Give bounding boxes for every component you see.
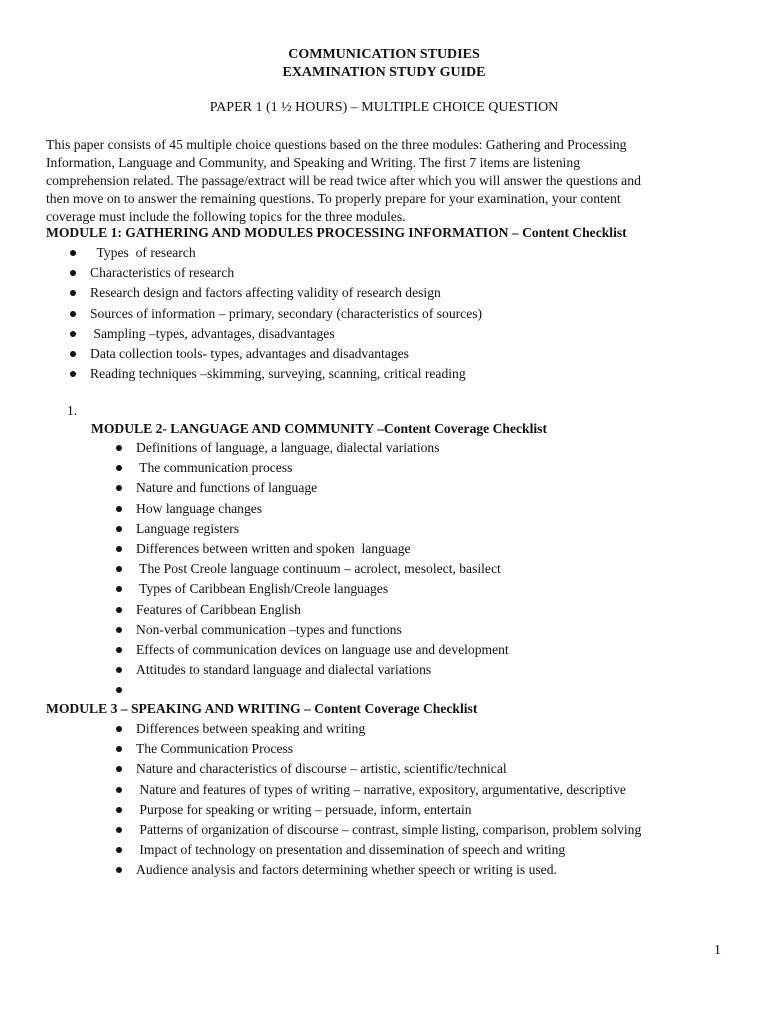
bullet-icon (116, 607, 122, 613)
bullet-icon (116, 445, 122, 451)
bullet-icon (116, 667, 122, 673)
page-number: 1 (714, 943, 721, 958)
intro-paragraph (46, 136, 726, 226)
numbered-item-marker: 1. (67, 403, 78, 418)
bullet-icon (116, 647, 122, 653)
bullet-icon (116, 506, 122, 512)
module2-heading: MODULE 2- LANGUAGE AND COMMUNITY –Content Coverage Checklist (91, 421, 547, 436)
bullet-icon (116, 586, 122, 592)
bullet-icon (116, 526, 122, 532)
bullet-icon (116, 807, 122, 813)
bullet-icon (116, 546, 122, 552)
bullet-icon (116, 867, 122, 873)
bullet-icon (70, 270, 76, 276)
intro-line: Information, Language and Community, and Speaking and Writing. The first 7 items are listening (46, 155, 581, 170)
bullet-icon (116, 847, 122, 853)
bullet-icon (116, 827, 122, 833)
module1-heading: MODULE 1: GATHERING AND MODULES PROCESSING INFORMATION – Content Checklist (46, 225, 627, 240)
bullet-icon (70, 290, 76, 296)
intro-line: comprehension related. The passage/extract will be read twice after which you will answer the questions and (46, 173, 641, 188)
bullet-icon (116, 766, 122, 772)
intro-line: then move on to answer the remaining questions. To properly prepare for your examination, your content (46, 191, 621, 206)
bullet-icon (70, 351, 76, 357)
document-page: COMMUNICATION STUDIES EXAMINATION STUDY GUIDE PAPER 1 (1 ½ HOURS) – MULTIPLE CHOICE QUESTION This paper consists of 45 multiple choice questions based on the three modules: Gathering and Processing Information, Language and Community, and Speaking and Writing. The first 7 items are listening comprehension related. The passage/extract will be read twice after which you will answer the questions and then move on to answer the remaining questions. To properly prepare for your examination, your content coverage must include the following topics for the three modules. MODULE 1: GATHERING AND MODULES PROCESSING INFORMATION – Content Checklist Types of research Characteristics of research Research design and factors affecting validity of research design Sources of information – primary, secondary (characteristics of sources) Sampling –types, advantages, disadvantages Data collection tools- types, advantages and disadvantages Reading techniques –skimming, surveying, scanning, critical reading 1. MODULE 2- LANGUAGE AND COMMUNITY –Content Coverage Checklist Definitions of language, a language, dialectal variations The communication process Nature and functions of language How language changes Language registers Differences between written and spoken language The Post Creole language continuum – acrolect, mesolect, basilect Types of Caribbean English/Creole languages Features of Caribbean English Non-verbal communication –types and functions Effects of communication devices on language use and development Attitudes to standard language and dialectal variations MODULE 3 – SPEAKING AND WRITING – Content Coverage Checklist Differences between speaking and writing The Communication Process Nature and characteristics of discourse – artistic, scientific/technical Nature and features of types of writing – narrative, expository, argumentative, descriptive Purpose for speaking or writing – persuade, inform, entertain Patterns of organization of discourse – contrast, simple listing, comparison, problem solving Impact of technology on presentation and dissemination of speech and writing Audience analysis and factors determining whether speech or writing is used. 1 (0, 0, 768, 1024)
intro-line: coverage must include the following topics for the three modules. (46, 209, 406, 224)
bullet-icon (70, 371, 76, 377)
title-line-2: EXAMINATION STUDY GUIDE (282, 65, 486, 80)
document-title (0, 46, 768, 82)
module3-heading: MODULE 3 – SPEAKING AND WRITING – Content Coverage Checklist (46, 701, 478, 716)
bullet-icon (116, 746, 122, 752)
bullet-icon (116, 726, 122, 732)
bullet-icon (70, 331, 76, 337)
bullet-icon (70, 311, 76, 317)
bullet-icon (116, 627, 122, 633)
bullet-icon (116, 465, 122, 471)
bullet-icon (116, 687, 122, 693)
title-line-1: COMMUNICATION STUDIES (288, 47, 480, 62)
paper-heading: PAPER 1 (1 ½ HOURS) – MULTIPLE CHOICE QUESTION (209, 100, 559, 115)
bullet-icon (116, 485, 122, 491)
bullet-icon (70, 250, 76, 256)
intro-line: This paper consists of 45 multiple choice questions based on the three modules: Gathering and Processing (46, 137, 627, 152)
bullet-icon (116, 566, 122, 572)
bullet-icon (116, 787, 122, 793)
